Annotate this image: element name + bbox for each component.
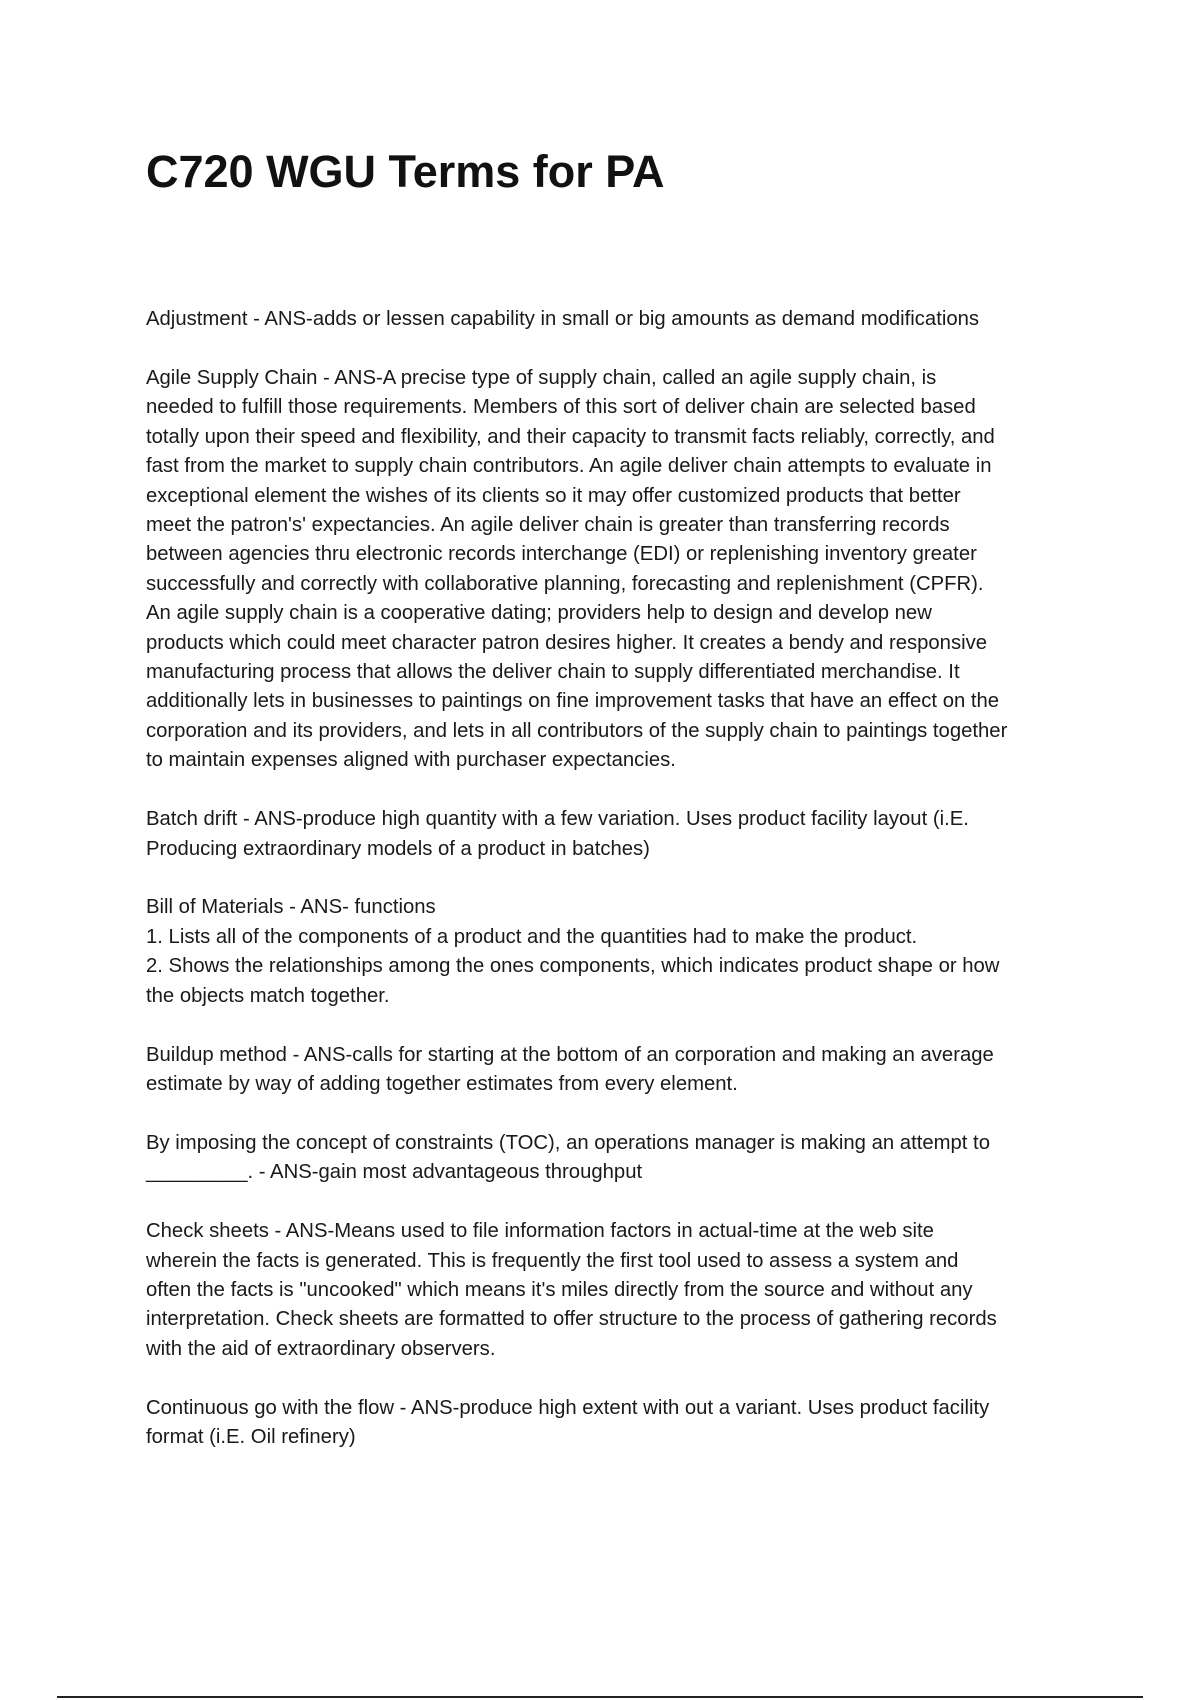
entry-text-line: additionally lets in businesses to paintings on fine improvement tasks that have an effect on the — [146, 690, 1000, 713]
entry-list-item: 2. Shows the relationships among the ones components, which indicates product shape or how — [146, 955, 1000, 978]
entry-text-line: Agile Supply Chain - ANS-A precise type of supply chain, called an agile supply chain, is — [146, 366, 937, 389]
entry-text-line: successfully and correctly with collaborative planning, forecasting and replenishment (CPFR). — [146, 572, 984, 595]
entry-text-line: the objects match together. — [146, 984, 390, 1007]
term-entry-adjustment — [146, 305, 1096, 334]
entry-text-line: Buildup method - ANS-calls for starting at the bottom of an corporation and making an average — [146, 1043, 994, 1066]
entry-text-line: _________. - ANS-gain most advantageous throughput — [146, 1161, 643, 1184]
entry-text-line: Adjustment - ANS-adds or lessen capability in small or big amounts as demand modifications — [146, 308, 980, 330]
entry-text-line: exceptional element the wishes of its clients so it may offer customized products that better — [146, 484, 961, 507]
entry-list-item: 1. Lists all of the components of a product and the quantities had to make the product. — [146, 925, 918, 948]
entry-text-line: fast from the market to supply chain contributors. An agile deliver chain attempts to evaluate in — [146, 455, 992, 478]
term-list — [146, 305, 1096, 1482]
term-entry-bill-of-materials — [146, 893, 1096, 1011]
entry-text-line: products which could meet character patron desires higher. It creates a bendy and responsive — [146, 631, 988, 654]
entry-text-line: Check sheets - ANS-Means used to file information factors in actual-time at the web site — [146, 1220, 934, 1243]
entry-text-line: to maintain expenses aligned with purchaser expectancies. — [146, 749, 676, 772]
entry-text-line: interpretation. Check sheets are formatted to offer structure to the process of gathering records — [146, 1308, 997, 1331]
entry-text-line: with the aid of extraordinary observers. — [146, 1337, 496, 1360]
entry-text-line: Producing extraordinary models of a product in batches) — [146, 837, 650, 860]
entry-text-line: meet the patron's' expectancies. An agile deliver chain is greater than transferring records — [146, 513, 950, 536]
entry-text-line: between agencies thru electronic records interchange (EDI) or replenishing inventory greater — [146, 543, 977, 566]
term-entry-continuous-flow — [146, 1394, 1096, 1453]
term-entry-buildup-method — [146, 1041, 1096, 1100]
footer-divider — [57, 1696, 1143, 1698]
document-title: C720 WGU Terms for PA — [146, 146, 665, 197]
term-entry-batch-drift — [146, 805, 1096, 864]
entry-text-line: manufacturing process that allows the deliver chain to supply differentiated merchandise. It — [146, 660, 960, 683]
entry-text-line: needed to fulfill those requirements. Members of this sort of deliver chain are selected based — [146, 396, 976, 419]
entry-text-line: corporation and its providers, and lets in all contributors of the supply chain to paintings together — [146, 719, 1008, 742]
term-entry-check-sheets — [146, 1217, 1096, 1364]
term-entry-theory-of-constraints — [146, 1129, 1096, 1188]
entry-text-line: often the facts is "uncooked" which means it's miles directly from the source and without any — [146, 1278, 973, 1301]
entry-text-line: totally upon their speed and flexibility, and their capacity to transmit facts reliably, correctly, and — [146, 425, 995, 448]
entry-text-line: An agile supply chain is a cooperative dating; providers help to design and develop new — [146, 602, 932, 625]
entry-text-line: Batch drift - ANS-produce high quantity with a few variation. Uses product facility layout (i.E. — [146, 808, 969, 831]
entry-text-line: wherein the facts is generated. This is frequently the first tool used to assess a system and — [146, 1249, 959, 1272]
entry-text-line: format (i.E. Oil refinery) — [146, 1426, 356, 1449]
entry-text-line: Continuous go with the flow - ANS-produce high extent with out a variant. Uses product facility — [146, 1396, 990, 1419]
entry-text-line: By imposing the concept of constraints (TOC), an operations manager is making an attempt to — [146, 1131, 990, 1154]
entry-text-line: Bill of Materials - ANS- functions — [146, 896, 436, 919]
term-entry-agile-supply-chain — [146, 364, 1096, 776]
entry-text-line: estimate by way of adding together estimates from every element. — [146, 1072, 738, 1095]
